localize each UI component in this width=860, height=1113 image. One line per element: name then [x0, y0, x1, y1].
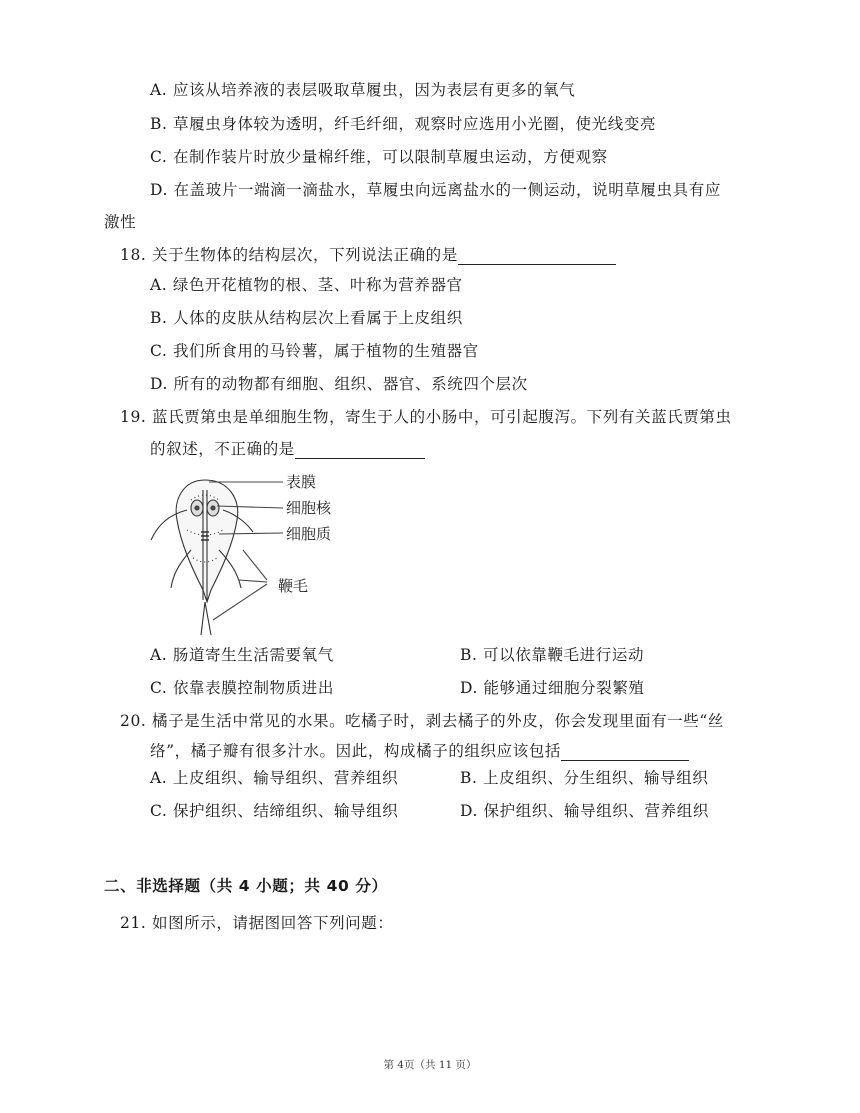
q21-stem: 21. 如图所示，请据图回答下列问题： — [120, 914, 394, 932]
q20-stem-line2 — [150, 741, 689, 761]
giardia-figure — [143, 470, 373, 644]
label-flagella: 鞭毛 — [278, 577, 309, 595]
q17-option-b: B. 草履虫身体较为透明，纤毛纤细，观察时应选用小光圈，使光线变亮 — [150, 115, 657, 133]
q18-answer-blank[interactable] — [458, 248, 616, 265]
q17-option-c: C. 在制作装片时放少量棉纤维，可以限制草履虫运动，方便观察 — [150, 148, 608, 166]
q17-option-a: A. 应该从培养液的表层吸取草履虫，因为表层有更多的氧气 — [150, 81, 576, 99]
q19-stem-line2 — [150, 439, 425, 459]
label-cytoplasm: 细胞质 — [286, 525, 332, 543]
q19-option-c: C. 依靠表膜控制物质进出 — [150, 679, 334, 697]
q20-answer-blank[interactable] — [561, 744, 689, 761]
q18-option-b: B. 人体的皮肤从结构层次上看属于上皮组织 — [150, 309, 463, 327]
q17-option-d-line1: D. 在盖玻片一端滴一滴盐水，草履虫向远离盐水的一侧运动，说明草履虫具有应 — [150, 181, 721, 199]
q19-option-d: D. 能够通过细胞分裂繁殖 — [460, 679, 645, 697]
section-heading: 二、非选择题（共 4 小题；共 40 分） — [104, 877, 388, 895]
q20-option-d: D. 保护组织、输导组织、营养组织 — [460, 802, 709, 820]
q18-stem — [120, 245, 616, 265]
q18-stem-text: 18. 关于生物体的结构层次，下列说法正确的是 — [120, 246, 458, 264]
q19-option-b: B. 可以依靠鞭毛进行运动 — [460, 646, 645, 664]
q20-option-b: B. 上皮组织、分生组织、输导组织 — [460, 769, 709, 787]
q18-option-a: A. 绿色开花植物的根、茎、叶称为营养器官 — [150, 276, 463, 294]
q18-option-c: C. 我们所食用的马铃薯，属于植物的生殖器官 — [150, 342, 479, 360]
page-footer: 第 4页（共 11 页） — [383, 1059, 477, 1071]
q20-option-a: A. 上皮组织、输导组织、营养组织 — [150, 769, 399, 787]
q17-option-d-line2: 激性 — [104, 213, 137, 231]
label-membrane: 表膜 — [286, 473, 317, 491]
q19-stem-text: 的叙述，不正确的是 — [150, 440, 295, 458]
q20-stem-text: 络”，橘子瓣有很多汁水。因此，构成橘子的组织应该包括 — [150, 742, 562, 760]
q20-stem-line1: 20. 橘子是生活中常见的水果。吃橘子时，剥去橘子的外皮，你会发现里面有一些“丝 — [120, 712, 725, 730]
q18-option-d: D. 所有的动物都有细胞、组织、器官、系统四个层次 — [150, 375, 528, 393]
q19-answer-blank[interactable] — [295, 442, 425, 459]
q19-option-a: A. 肠道寄生生活需要氧气 — [150, 646, 334, 664]
giardia-diagram — [143, 470, 373, 640]
label-nucleus: 细胞核 — [286, 499, 332, 517]
q20-option-c: C. 保护组织、结缔组织、输导组织 — [150, 802, 399, 820]
q19-stem-line1: 19. 蓝氏贾第虫是单细胞生物，寄生于人的小肠中，可引起腹泻。下列有关蓝氏贾第虫 — [120, 408, 732, 426]
